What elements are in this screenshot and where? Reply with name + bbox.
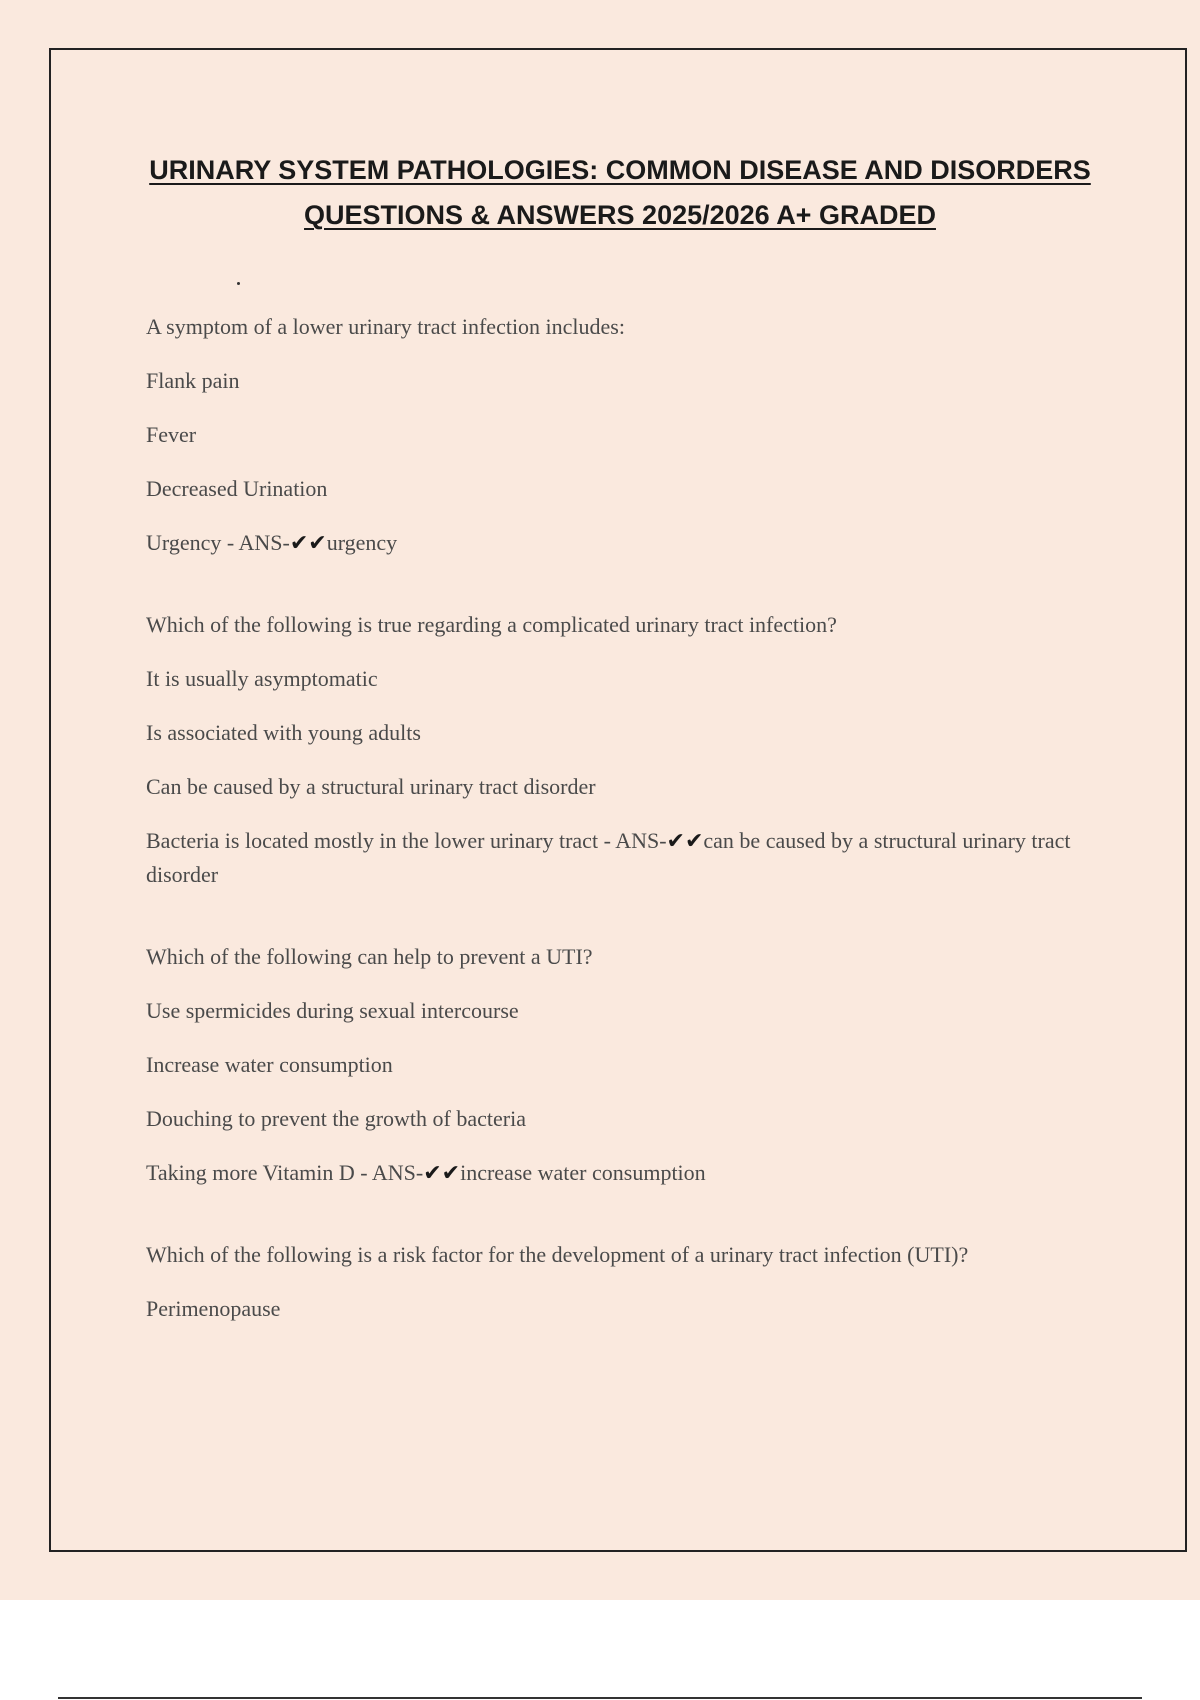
option: Douching to prevent the growth of bacteria bbox=[146, 1106, 526, 1131]
question-text: Which of the following is true regarding a complicated urinary tract infection? bbox=[146, 612, 837, 637]
answer-text: can be caused by a structural urinary tract disorder bbox=[146, 828, 1071, 887]
question-text: Which of the following is a risk factor for the development of a urinary tract infection (UTI)? bbox=[146, 1242, 969, 1267]
option: Increase water consumption bbox=[146, 1052, 393, 1077]
option: Flank pain bbox=[146, 368, 240, 393]
option: Decreased Urination bbox=[146, 476, 328, 501]
qa-content bbox=[146, 310, 1136, 1374]
document-frame bbox=[49, 48, 1187, 1552]
title-line-2: QUESTIONS & ANSWERS 2025/2026 A+ GRADED bbox=[304, 200, 936, 230]
ans-prefix: - ANS- bbox=[598, 828, 667, 853]
answer-text: increase water consumption bbox=[460, 1160, 706, 1185]
ans-prefix: - ANS- bbox=[354, 1160, 424, 1185]
option: Fever bbox=[146, 422, 197, 447]
option: Urgency bbox=[146, 530, 222, 555]
checkmark-icon: ✔✔ bbox=[423, 1160, 461, 1185]
option: It is usually asymptomatic bbox=[146, 666, 378, 691]
answer-text: urgency bbox=[326, 530, 398, 555]
option: Is associated with young adults bbox=[146, 720, 421, 745]
question-block bbox=[146, 940, 1136, 1190]
option: Use spermicides during sexual intercourse bbox=[146, 998, 519, 1023]
question-block bbox=[146, 310, 1136, 560]
checkmark-icon: ✔✔ bbox=[666, 828, 704, 853]
document-title bbox=[51, 148, 1189, 238]
question-block bbox=[146, 1238, 1136, 1326]
question-block bbox=[146, 608, 1136, 892]
option: Perimenopause bbox=[146, 1296, 281, 1321]
question-text: A symptom of a lower urinary tract infection includes: bbox=[146, 314, 625, 339]
checkmark-icon: ✔✔ bbox=[289, 530, 327, 555]
answer-line bbox=[146, 526, 1136, 560]
question-text: Which of the following can help to prevent a UTI? bbox=[146, 944, 593, 969]
title-line-1: URINARY SYSTEM PATHOLOGIES: COMMON DISEASE AND DISORDERS bbox=[149, 155, 1091, 185]
footer-rule bbox=[58, 1697, 1142, 1699]
ans-prefix: - ANS- bbox=[221, 530, 290, 555]
option: Taking more Vitamin D bbox=[146, 1160, 355, 1185]
answer-line bbox=[146, 824, 1136, 892]
option: Bacteria is located mostly in the lower urinary tract bbox=[146, 828, 599, 853]
answer-line bbox=[146, 1156, 1136, 1190]
option: Can be caused by a structural urinary tract disorder bbox=[146, 774, 596, 799]
stray-dot bbox=[237, 282, 240, 285]
